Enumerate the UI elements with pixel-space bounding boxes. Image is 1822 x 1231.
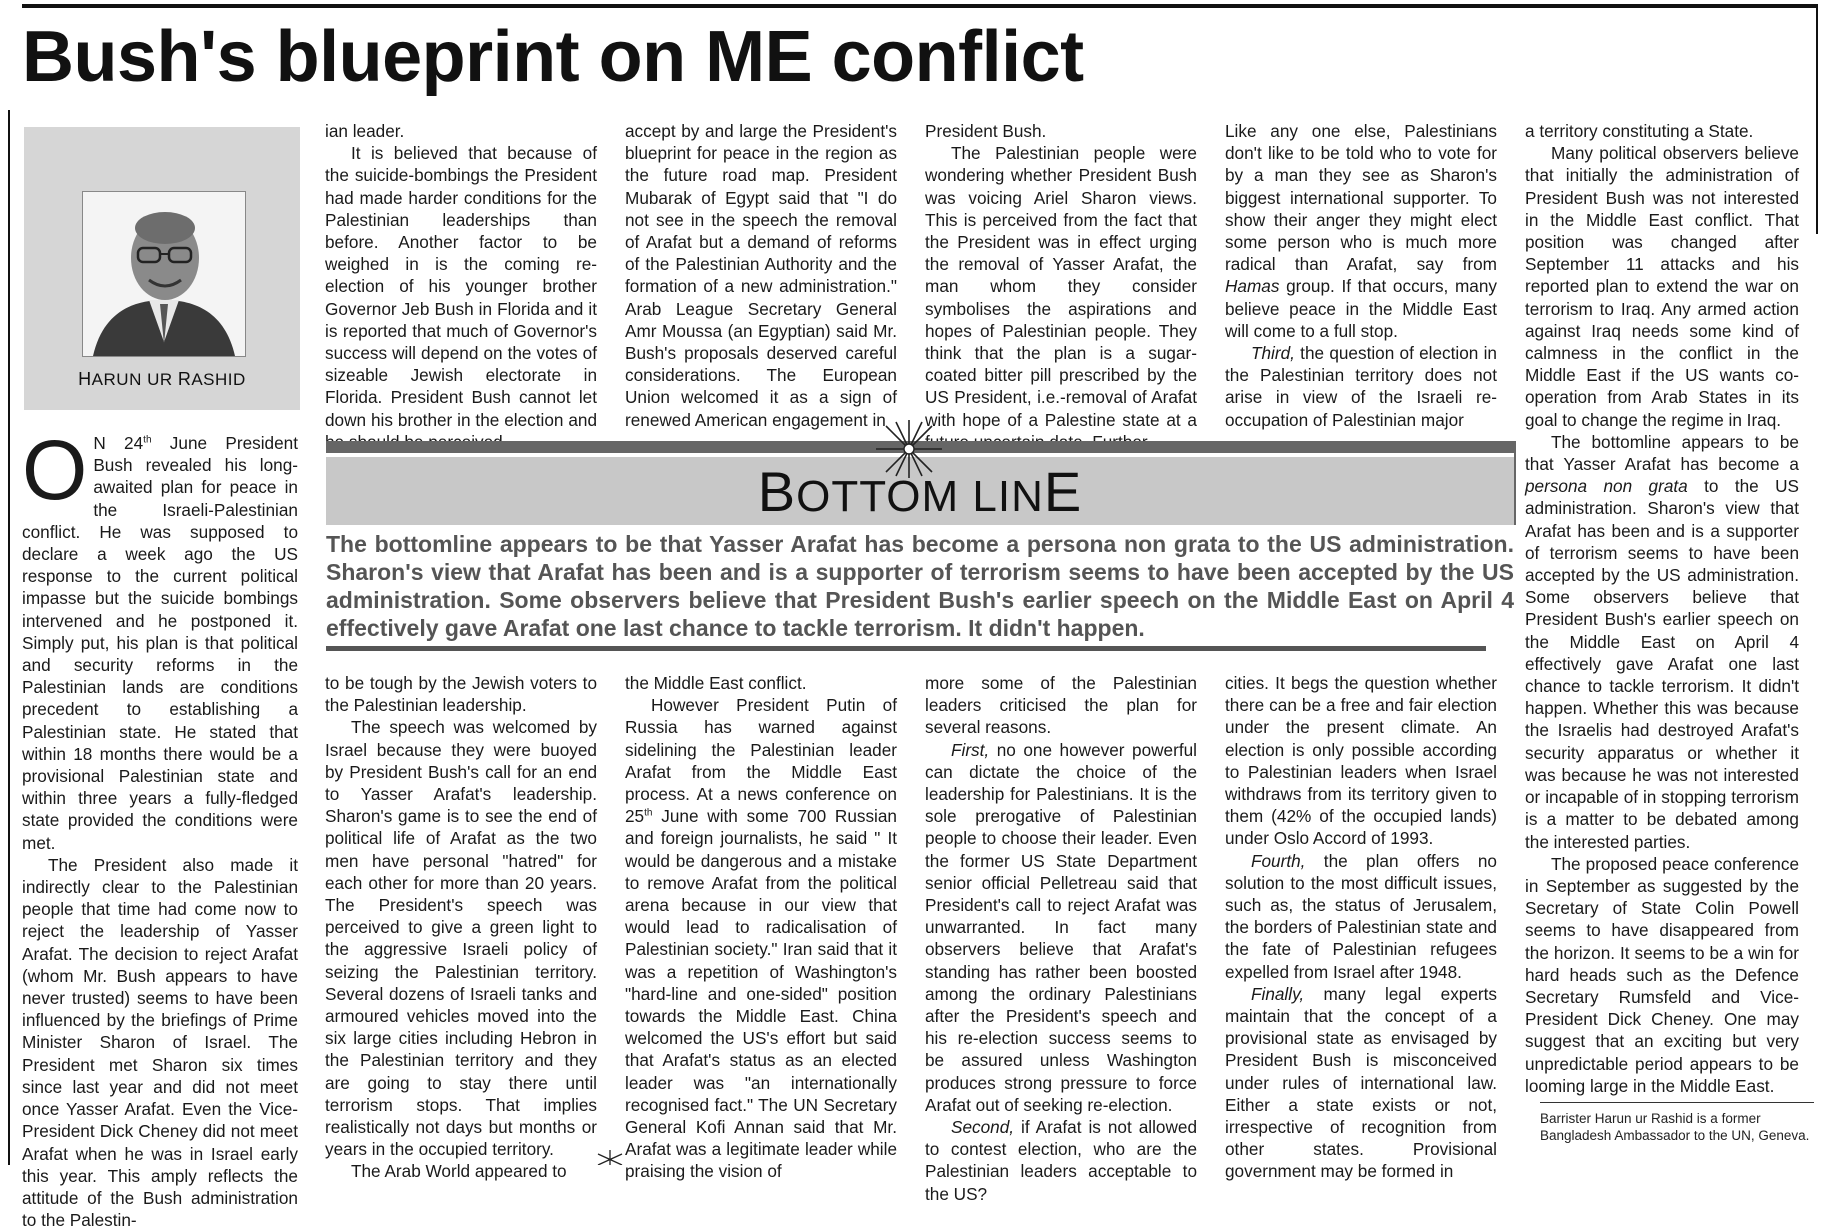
paragraph: The Palestinian people were wondering whether President Bush was voicing Ariel Sharon views. This is perceived from the fact that the President was in effect urging the removal of Yasser Arafat, the man whom they consider symbolises the aspirations and hopes of Palestinian people. They think that the plan is a sugar-coated bitter pill prescribed by the US President, i.e.-removal of Arafat with hope of a Palestine state at a <box>925 143 1197 430</box>
portrait-image <box>83 192 245 356</box>
paragraph: cities. It begs the question whether there can be a free and fair election under the present climate. An election is only possible according to Palestinian leaders when Israel withdraws from its territory given to them (42% of the occupied lands) under Oslo Accord of 1993. <box>1225 673 1497 849</box>
paragraph: It is believed that because of the suicide-bombings the President had made harder conditions for the Palestinian leaderships than before. Another factor to be weighed in is the coming re-election of his younger brother Governor Jeb Bush in Florida and it is reported that much of Governor's success will depend on the votes of sizeable Jewish electorate in Florida. President Bush cannot let down his brother in the election and <box>325 143 597 430</box>
column-6 <box>1525 120 1799 1097</box>
bottom-line-text: The bottomline appears to be that Yasser Arafat has become a persona non grata to the US administration. Sharon's view that Arafat has been and is a supporter of terrorism seems to have been accepted by the US administration. Some observers believe that President Bush's earlier speech on the Middle East on April 4 effectively gave Arafat one last chance to tackle terrorism. It didn't happen. <box>326 531 1514 641</box>
column-3-bottom <box>625 672 897 1183</box>
column-2-bottom <box>325 672 597 1183</box>
author-photo-box <box>24 127 300 410</box>
paragraph: ian leader. <box>325 121 405 141</box>
author-footnote: Barrister Harun ur Rashid is a former Bangladesh Ambassador to the UN, Geneva. <box>1540 1111 1810 1143</box>
right-rule <box>1816 4 1818 234</box>
paragraph: The President also made it indirectly clear to the Palestinian people that time had come now to reject the leadership of Yasser Arafat. The decision to reject Arafat (whom Mr. Bush appears to have never trusted) seems to have been influenced by the briefings of Prime Minister Sharon of Israel. The President met Sharon six times since last year and did not meet once Yasser Arafat. Even the Vice-President Dick Cheney did not meet Arafat when he was in Israel early this year. This amply reflects the attitude of the Bush administration to the Palestin- <box>22 854 298 1231</box>
paragraph: The proposed peace conference in September as suggested by the Secretary of State Colin Powell seems to have disappeared from the horizon. It seems to be a win for hard heads such as the Defence Secretary Rumsfeld and Vice-President Dick Cheney. One may suggest that an exciting but very unpredictable period appears to be looming large in the Middle East. <box>1525 853 1799 1096</box>
column-3-top <box>625 120 897 431</box>
paragraph: a territory constituting a State. <box>1525 121 1754 141</box>
paragraph: The Arab World appeared to <box>351 1161 567 1182</box>
paragraph: Finally, many legal experts maintain that the concept of a provisional state as envisaged by President Bush is misconceived under rules of international law. Either a state exists or not, irrespective of recognition from other states. Provisional government may be formed in <box>1225 983 1497 1182</box>
top-rule <box>22 4 1816 8</box>
paragraph: the Middle East conflict. <box>625 673 807 693</box>
paragraph: However President Putin of Russia has warned against sidelining the Palestinian leader Arafat from the Middle East process. At a news conference on 25th June with some 700 Russian and foreign journalists, he said " It would be dangerous and a mistake to remove Arafat from the political arena because in our view that would lead to radicalisation of Palestinian society." Iran said that it was a repetition of Washington's "hard-line and one-sided" position towards the Middle East. China welcomed the US's effort but said that Arafat's status as an elected leader was "an internationally recognised fact." The UN Secretary General Kofi Annan said that Mr. Arafat was a legitimate leader while praising the vision of <box>625 695 897 1182</box>
paragraph: The bottomline appears to be that Yasser Arafat has become a persona non grata to the US administration. Sharon's view that Arafat has been and is a supporter of terrorism seems to have been accepted by the US administration. Some observers believe that President Bush's earlier speech on the Middle East on April 4 effectively gave Arafat one last chance to tackle terrorism. It didn't happen. Whether this was because the Israelis had destroyed Arafat's security apparatus or whether it was because he was not interested or incapable of in stopping terrorism is a matter to be debated among the interested parties. <box>1525 431 1799 852</box>
paragraph: Many political observers believe that initially the administration of President Bush was not interested in the Middle East conflict. That position was changed after September 11 attacks and his reported plan to extend the war on terrorism to Iraq. Any armed action against Iraq needs some kind of calmness in the conflict in the Middle East if the US wants co-operation from Arab States in its goal to change the regime in Iraq. <box>1525 143 1799 430</box>
paragraph: Third, the question of election in the Palestinian territory does not arise in view of the Israeli re-occupation of Palestinian major <box>1225 343 1497 430</box>
column-5-top <box>1225 120 1497 431</box>
paragraph: to be tough by the Jewish voters to the Palestinian leadership. <box>325 673 597 716</box>
column-2-top <box>325 120 597 453</box>
bottom-line-underline <box>326 646 1486 651</box>
author-photo <box>82 191 246 357</box>
paragraph: First, no one however powerful can dictate the choice of the leadership for Palestinians. It is the sole prerogative of Palestinian people to choose their leader. Even the former US State Department senior official Pelletreau said that President's call to reject Arafat was unwarranted. In fact many observers believe that Arafat's standing has rather been boosted among the ordinary Palestinians after the President's speech and his re-election success seems to be assured unless Washington produces strong pressure to force Arafat out of seeking re-election. <box>925 739 1197 1115</box>
left-rule <box>8 110 10 1165</box>
paragraph: more some of the Palestinian leaders criticised the plan for several reasons. <box>925 673 1197 738</box>
footnote-rule <box>1540 1102 1814 1103</box>
column-4-top <box>925 120 1197 453</box>
dropcap: O <box>22 423 88 517</box>
paragraph: The speech was welcomed by Israel because they were buoyed by President Bush's call for an end to Yasser Arafat's leadership. Sharon's game is to see the end of political life of Arafat as the two men have personal "hatred" for each other for more than 20 years. The President's speech was perceived to give a green light to the aggressive Israeli policy of seizing the Palestinian territory. Several dozens of Israeli tanks and armoured vehicles moved into the six large cities including Hebron in the Palestinian territory and they are going to stay there until terrorism stops. That implies realistically not days but months or years in the occupied territory. <box>325 717 597 1160</box>
paragraph: Second, if Arafat is not allowed to contest election, who are the Palestinian leaders acceptable to the US? <box>925 1117 1197 1204</box>
intro-paragraph: O N 24th June President Bush revealed his long-awaited plan for peace in the Israeli-Palestinian conflict. He was supposed to declare a week ago the US response to the current political impasse but the suicide bombings intervened and he postponed it. Simply put, his plan is that political and security reforms in the Palestinian lands are conditions precedent to establishing a Palestinian state. He stated that within 18 months there would be a provisional Palestinian state and within three years a fully-fledged state provided the conditions were met. <box>22 423 298 853</box>
headline: Bush's blueprint on ME conflict <box>22 17 1084 97</box>
bottom-line-title: BOTTOM LINE <box>757 460 1083 523</box>
column-1 <box>22 423 298 1231</box>
author-byline: HARUN UR RASHID <box>78 369 246 389</box>
column-5-bottom <box>1225 672 1497 1183</box>
paragraph: accept by and large the President's blueprint for peace in the region as the future road map. President Mubarak of Egypt said that "I do not see in the speech the removal of Arafat but a demand of reforms of the Palestinian Authority and the formation of a new administration." Arab League Secretary General Amr Moussa (an Egyptian) said Mr. Bush's proposals deserved careful considerations. The European Union welcomed it as a sign of renewed American engagement in <box>625 121 897 430</box>
bottom-starburst-icon <box>590 1148 630 1165</box>
column-4-bottom <box>925 672 1197 1205</box>
paragraph: Fourth, the plan offers no solution to the most difficult issues, such as, the status of Jerusalem, the borders of Palestinian state and the fate of Palestinian refugees expelled from Israel after 1948. <box>1225 850 1497 982</box>
bottom-line-rule <box>1514 441 1516 525</box>
paragraph: President Bush. <box>925 121 1047 141</box>
paragraph: Like any one else, Palestinians don't like to be told who to vote for by a man they see as Sharon's biggest international supporter. To show their anger they might elect some person who is much more radical than Arafat, say from Hamas group. If that occurs, many believe peace in the Middle East will come to a full stop. <box>1225 121 1497 341</box>
